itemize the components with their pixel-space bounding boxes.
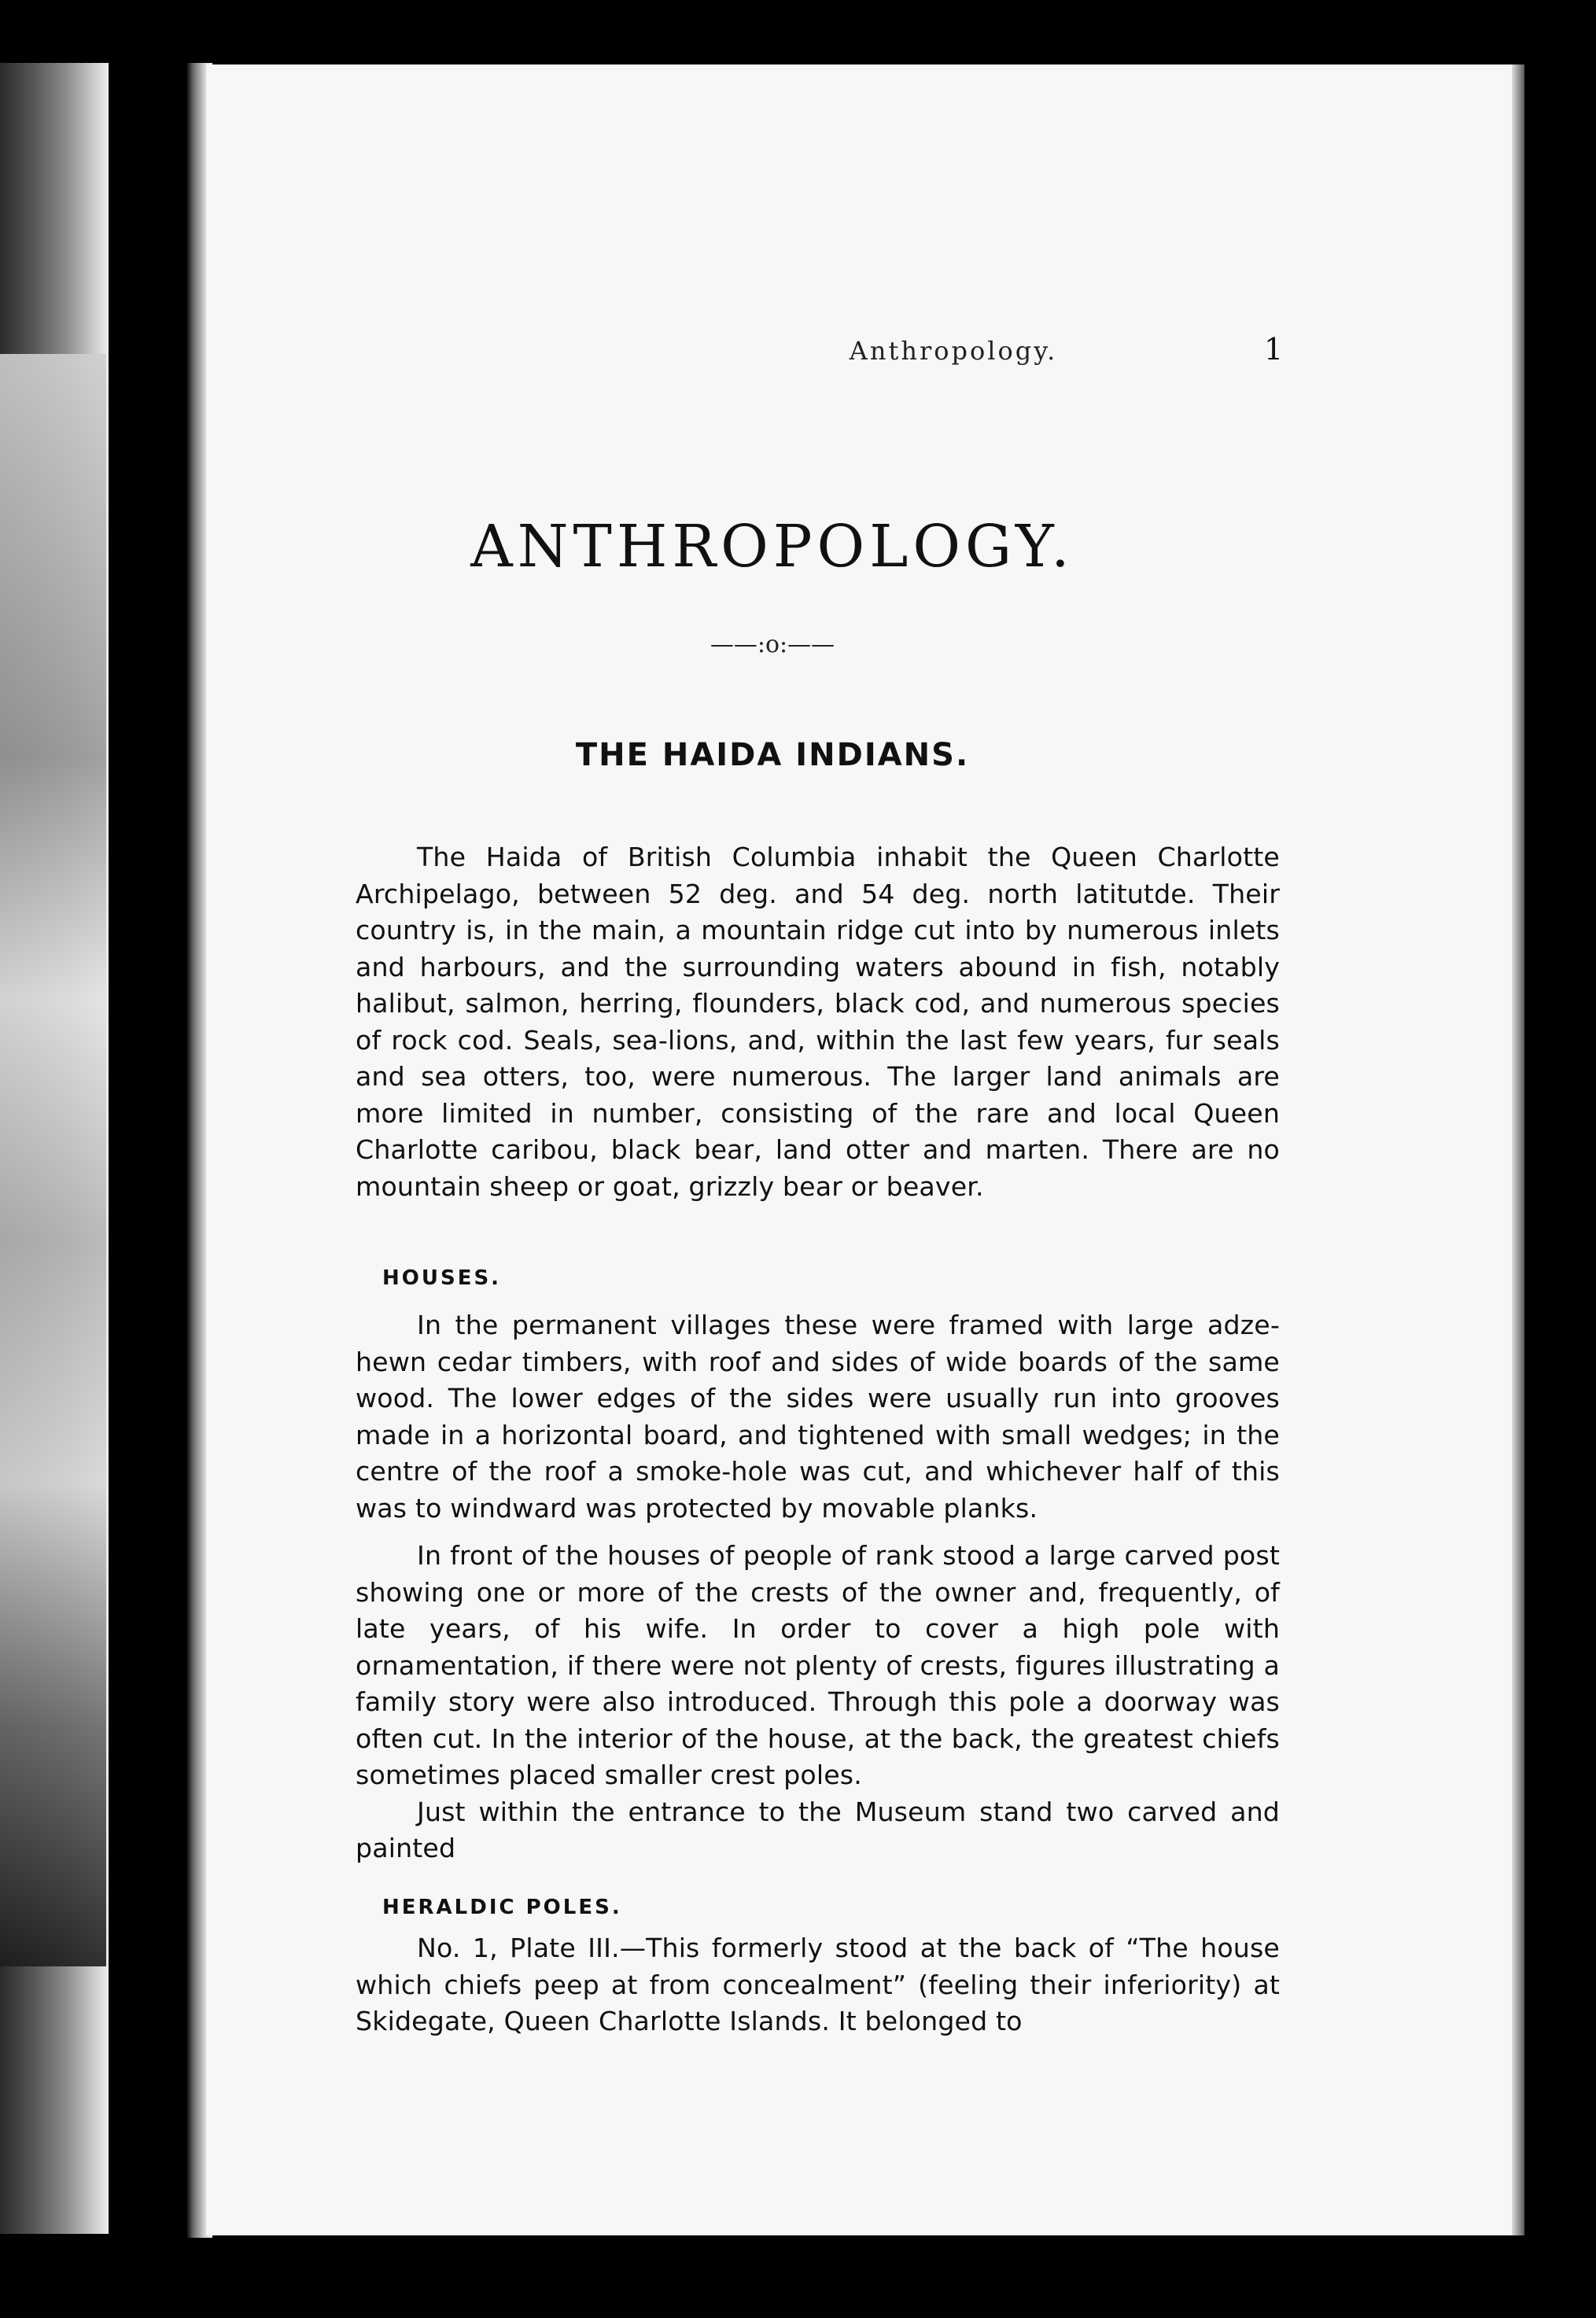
intro-paragraph: The Haida of British Columbia inhabit the Queen Charlotte Archipelago, between 52 deg. and 54 deg. north latitutde. Their country is, in the main, a mountain ridge cut into by numerous inlets and harbours, and the surrounding waters abound in fish, notably halibut, salmon, herring, flounders, black cod, and numerous species of rock cod. Seals, sea-lions, and, within the last few years, fur seals and sea otters, too, were numerous. The larger land animals are more limited in number, consisting of the rare and local Queen Charlotte caribou, black bear, land otter and marten. There are no mountain sheep or goat, grizzly bear or beaver. <box>356 842 1280 1202</box>
houses-paragraph-1: In the permanent villages these were framed with large adze-hewn cedar timbers, with roof and sides of wide boards of the same wood. The lower edges of the sides were usually run into grooves made in a horizontal board, and tightened with small wedges; in the centre of the roof a smoke-hole was cut, and whichever half of this was to windward was protected by movable planks. <box>356 1310 1280 1524</box>
book-page <box>206 64 1515 2235</box>
page-right-edge <box>1512 64 1524 2235</box>
heraldic-poles-heading: HERALDIC POLES. <box>382 1896 622 1919</box>
houses-paragraph-2: In front of the houses of people of rank stood a large carved post showing one or more of the crests of the owner and, frequently, of late years, of his wife. In order to cover a high pole with ornamentation, if there were not plenty of crests, figures illustrating a family story were also introduced. Through this pole a doorway was often cut. In the interior of the house, at the back, the greatest chiefs sometimes placed smaller crest poles. <box>356 1540 1280 1790</box>
heraldic-poles-paragraph: No. 1, Plate III.—This formerly stood at the back of “The house which chiefs peep at from concealment” (feeling their inferiority) at Skidegate, Queen Charlotte Islands. It belonged to <box>356 1933 1280 2036</box>
page-title: ANTHROPOLOGY. <box>470 513 1074 580</box>
intro-text <box>356 839 1280 1205</box>
page-number: 1 <box>1264 332 1284 367</box>
facing-page-photo <box>0 354 106 1966</box>
houses-paragraph-3: Just within the entrance to the Museum stand two carved and painted <box>356 1796 1280 1863</box>
running-head: Anthropology. <box>849 336 1058 366</box>
heraldic-poles-text <box>356 1930 1280 2040</box>
section-heading: THE HAIDA INDIANS. <box>575 737 970 773</box>
houses-text <box>356 1307 1280 1867</box>
ornamental-divider: ——:o:—— <box>710 631 835 658</box>
houses-heading: HOUSES. <box>382 1266 502 1290</box>
